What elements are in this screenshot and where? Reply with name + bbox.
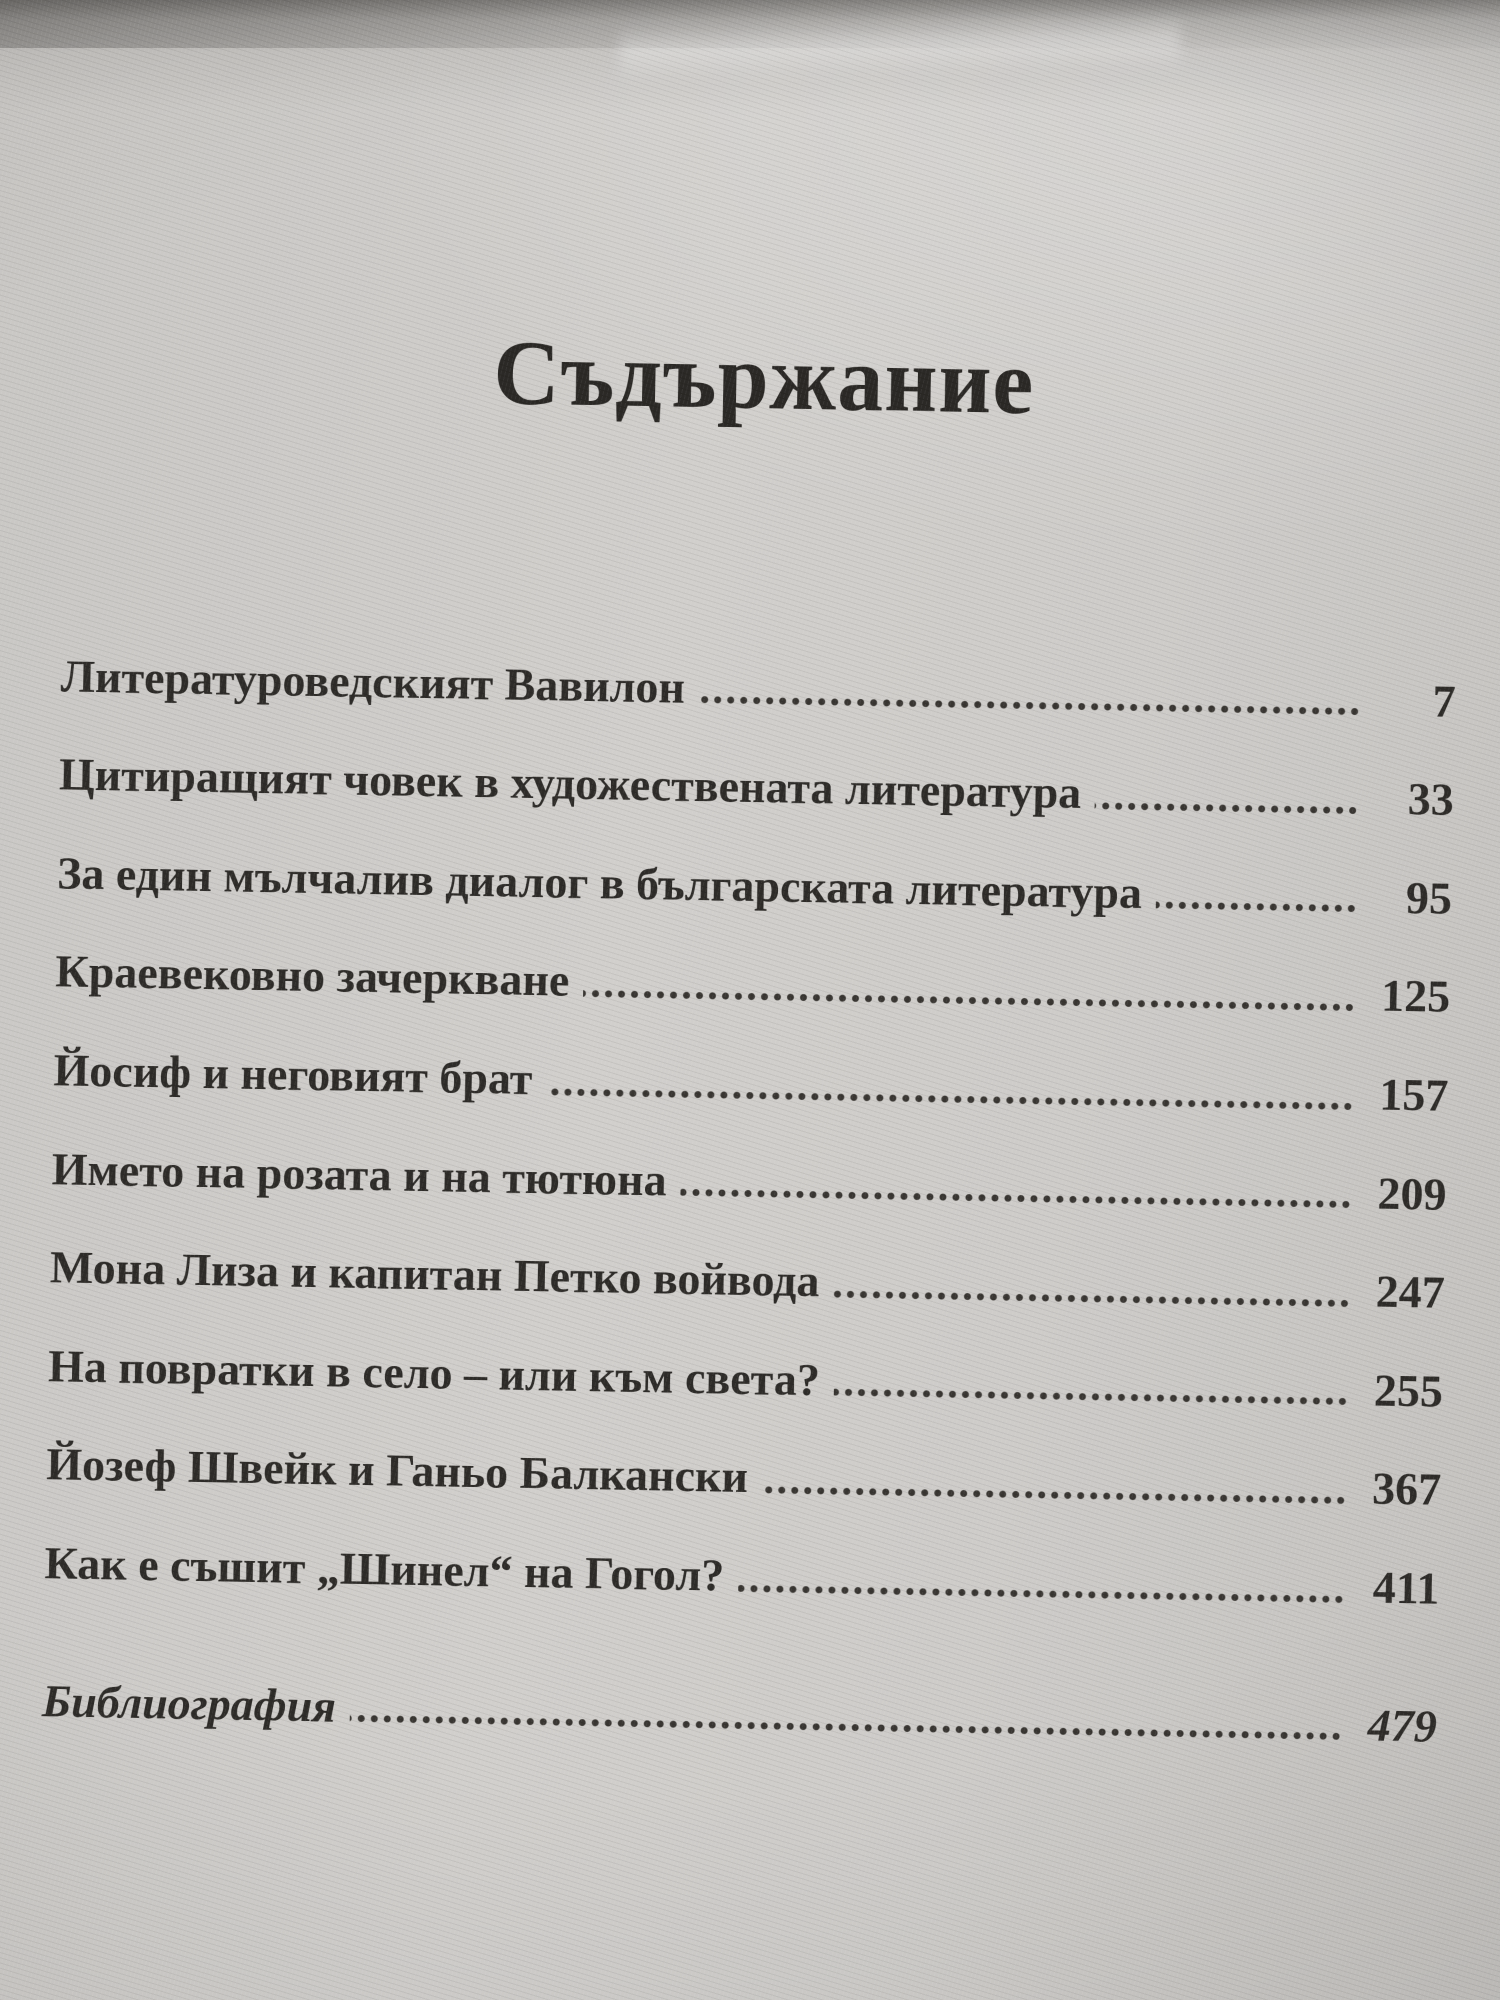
toc-entry-title: Как е съшит „Шинел“ на Гогол? bbox=[44, 1537, 725, 1601]
toc-entry-page-number: 33 bbox=[1407, 773, 1455, 826]
toc-entry-title: Цитиращият човек в художествената литература bbox=[58, 748, 1082, 819]
toc-entry bbox=[48, 1341, 1444, 1417]
toc-entry bbox=[60, 651, 1456, 727]
toc-entry-title: Краевековно зачеркване bbox=[54, 945, 570, 1007]
dot-leader bbox=[738, 1583, 1345, 1603]
bibliography-entry bbox=[42, 1676, 1438, 1752]
toc-entry-title: Йозеф Швейк и Ганьо Балкански bbox=[45, 1438, 749, 1503]
toc-entry-title: Името на розата и на тютюна bbox=[51, 1142, 668, 1206]
toc-entry bbox=[46, 1440, 1442, 1516]
toc-entry-title: Йосиф и неговият брат bbox=[53, 1044, 533, 1105]
toc-entry-page-number: 7 bbox=[1432, 675, 1457, 727]
bibliography-label: Библиография bbox=[41, 1674, 337, 1732]
page-title: Съдържание bbox=[492, 321, 1036, 434]
toc-entry-title: Мона Лиза и капитан Петко войвода bbox=[49, 1241, 820, 1307]
toc-entry-title: За един мълчалив диалог в българската литература bbox=[56, 847, 1143, 918]
toc-entry bbox=[50, 1242, 1446, 1318]
dot-leader bbox=[1095, 801, 1360, 815]
dot-leader bbox=[833, 1289, 1350, 1307]
toc-entry bbox=[51, 1144, 1447, 1220]
toc-entry-page-number: 247 bbox=[1375, 1265, 1446, 1318]
toc-entry bbox=[57, 848, 1453, 924]
toc-list bbox=[44, 651, 1456, 1614]
dot-leader bbox=[680, 1188, 1352, 1209]
dot-leader bbox=[350, 1714, 1343, 1741]
toc-entry bbox=[55, 947, 1451, 1023]
toc-entry bbox=[59, 750, 1455, 826]
dot-leader bbox=[699, 695, 1362, 716]
toc-entry-page-number: 157 bbox=[1378, 1068, 1449, 1121]
dot-leader bbox=[583, 989, 1356, 1012]
toc-entry-page-number: 411 bbox=[1372, 1561, 1440, 1614]
toc-entry-page-number: 125 bbox=[1380, 969, 1451, 1023]
dot-leader bbox=[762, 1485, 1347, 1505]
toc-entry bbox=[53, 1045, 1449, 1121]
toc-entry-title: На повратки в село – или към света? bbox=[47, 1339, 821, 1406]
toc-entry-title: Литературоведският Вавилон bbox=[60, 649, 686, 713]
dot-leader bbox=[1156, 901, 1358, 914]
dot-leader bbox=[546, 1087, 1354, 1111]
bibliography-page-number: 479 bbox=[1367, 1699, 1438, 1752]
dot-leader bbox=[834, 1388, 1349, 1406]
toc-entry-page-number: 209 bbox=[1377, 1167, 1448, 1220]
toc-entry-page-number: 255 bbox=[1373, 1364, 1444, 1417]
toc-entry-page-number: 367 bbox=[1371, 1462, 1442, 1516]
toc-entry-page-number: 95 bbox=[1405, 871, 1453, 924]
toc-entry bbox=[44, 1538, 1440, 1614]
